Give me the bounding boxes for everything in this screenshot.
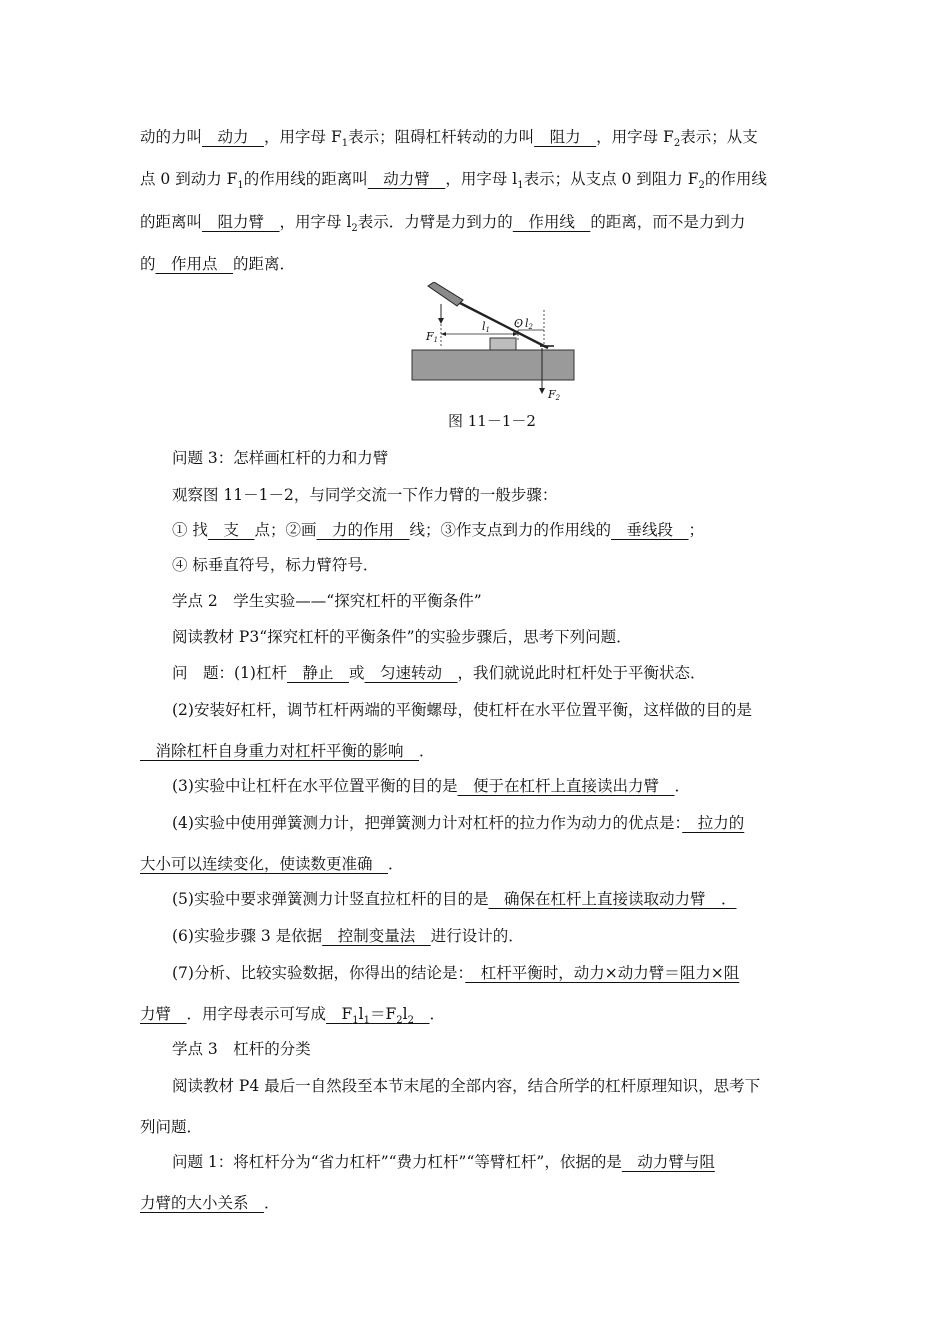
q3-steps: ① 找 支 点；②画 力的作用 线；③作支点到力的作用线的 垂线段 ； xyxy=(172,521,705,539)
svg-text:l1: l1 xyxy=(482,320,490,334)
blank-answer: 便于在杠杆上直接读出力臂 xyxy=(457,777,675,795)
lever-handle xyxy=(428,282,463,306)
blank-answer: 阻力臂 xyxy=(202,213,280,231)
figure-caption: 图 11－1－2 xyxy=(448,412,536,430)
para1-line1: 动的力叫 动力 ，用字母 $F_1$表示；阻碍杠杆转动的力叫 阻力 ，用字母 $F_2$表示；从支 xyxy=(140,128,758,150)
blank-answer: 控制变量法 xyxy=(322,927,431,945)
blank-answer: 阻力 xyxy=(534,128,597,146)
s2-read: 阅读教材 P3“探究杠杆的平衡条件”的实验步骤后，思考下列问题． xyxy=(172,628,632,646)
s2-q2a: (2)安装好杠杆，调节杠杆两端的平衡螺母，使杠杆在水平位置平衡，这样做的目的是 xyxy=(172,701,752,719)
fulcrum-block xyxy=(490,338,516,350)
s3-q1b: 力臂的大小关系 ． xyxy=(140,1194,280,1212)
svg-text:F1: F1 xyxy=(426,330,439,344)
blank-answer: 动力 xyxy=(202,128,265,146)
q3-observe: 观察图 11－1－2，与同学交流一下作力臂的一般步骤： xyxy=(172,486,558,504)
blank-answer: 作用点 xyxy=(155,255,234,273)
blank-answer: 动力臂 xyxy=(367,170,446,188)
s2-q6: (6)实验步骤 3 是依据 控制变量法 进行设计的． xyxy=(172,927,524,945)
svg-text:l2: l2 xyxy=(525,317,533,331)
blank-answer: 力臂 xyxy=(140,1005,187,1023)
s2-q7b: 力臂 ．用字母表示可写成 $F_1l_1=F_2l_2$ ． xyxy=(140,1005,446,1027)
q3-step4: ④ 标垂直符号，标力臂符号． xyxy=(172,556,379,574)
base-block xyxy=(412,350,574,380)
s2-q2b: 消除杠杆自身重力对杠杆平衡的影响 ． xyxy=(140,742,435,760)
blank-answer: 匀速转动 xyxy=(364,664,458,682)
blank-answer: 杠杆平衡时，动力×动力臂＝阻力×阻 xyxy=(465,964,740,982)
s2-q4b: 大小可以连续变化，使读数更准确 ． xyxy=(140,855,404,873)
s2-q7a: (7)分析、比较实验数据，你得出的结论是： 杠杆平衡时，动力×动力臂＝阻力×阻 xyxy=(172,964,740,982)
blank-answer: 大小可以连续变化，使读数更准确 xyxy=(140,855,389,873)
blank-answer: 动力臂与阻 xyxy=(621,1153,715,1171)
blank-answer: 支 xyxy=(207,521,255,539)
s2-title: 学点 2 学生实验——“探究杠杆的平衡条件” xyxy=(172,592,482,610)
s3-read2: 列问题． xyxy=(140,1118,203,1136)
para1-line2: 点 0 到动力 $F_1$的作用线的距离叫 动力臂 ，用字母 $l_1$表示；从支点 0 到阻力 $F_2$的作用线 xyxy=(140,170,767,192)
s3-read1: 阅读教材 P4 最后一自然段至本节末尾的全部内容，结合所学的杠杆原理知识，思考下 xyxy=(172,1077,761,1095)
para1-line3: 的距离叫 阻力臂 ，用字母 $l_2$表示．力臂是力到力的 作用线 的距离，而不是力到力 xyxy=(140,213,746,235)
q3-title: 问题 3：怎样画杠杆的力和力臂 xyxy=(172,449,389,467)
s2-q3: (3)实验中让杠杆在水平位置平衡的目的是 便于在杠杆上直接读出力臂 ． xyxy=(172,777,690,795)
blank-answer: 确保在杠杆上直接读取动力臂 ． xyxy=(488,890,737,908)
svg-text:F2: F2 xyxy=(548,388,561,402)
blank-answer: 拉力的 xyxy=(682,814,745,832)
s2-q1: 问 题：(1)杠杆 静止 或 匀速转动 ，我们就说此时杠杆处于平衡状态． xyxy=(172,664,706,682)
s3-q1a: 问题 1：将杠杆分为“省力杠杆”“费力杠杆”“等臂杠杆”，依据的是 动力臂与阻 xyxy=(172,1153,715,1171)
blank-answer: 消除杠杆自身重力对杠杆平衡的影响 xyxy=(140,742,420,760)
svg-text:O: O xyxy=(514,317,524,330)
blank-answer: 垂线段 xyxy=(611,521,689,539)
blank-answer: 作用线 xyxy=(512,213,591,231)
blank-answer: 力的作用 xyxy=(316,521,410,539)
para1-line4: 的 作用点 的距离． xyxy=(140,255,296,273)
lever-diagram xyxy=(408,282,578,404)
blank-answer: 静止 xyxy=(286,664,349,682)
s3-title: 学点 3 杠杆的分类 xyxy=(172,1040,311,1058)
blank-answer: 力臂的大小关系 xyxy=(140,1194,265,1212)
s2-q5: (5)实验中要求弹簧测力计竖直拉杠杆的目的是 确保在杠杆上直接读取动力臂 ． xyxy=(172,890,737,908)
blank-formula: $F_1l_1=F_2l_2$ xyxy=(326,1005,414,1027)
s2-q4a: (4)实验中使用弹簧测力计，把弹簧测力计对杠杆的拉力作为动力的优点是： 拉力的 xyxy=(172,814,745,832)
